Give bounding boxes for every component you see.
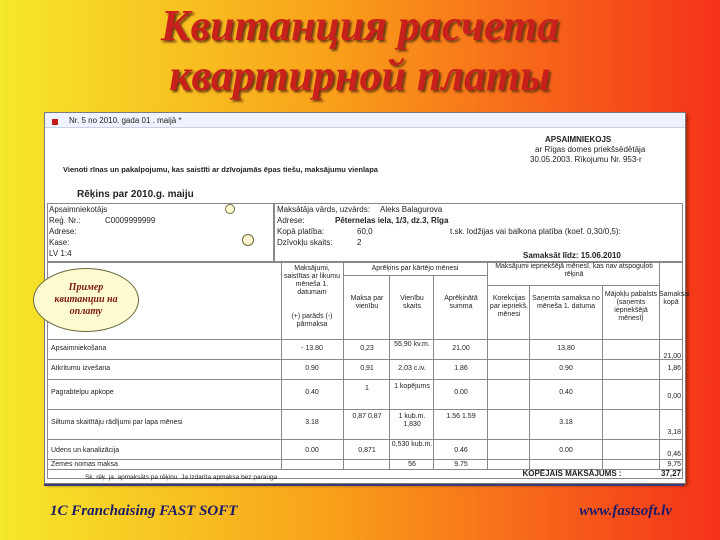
col-header-total: Samaksai kopā — [659, 291, 690, 306]
row-2-sum: 1.86 — [454, 365, 468, 372]
footnote: Sk. rēķ. ja. apmaksāts pa rēķinu. Ja izdarīta apmaksa bez parauga — [85, 474, 278, 481]
col-header-calc-sum: Aprēķinātā summa — [444, 295, 478, 310]
invoice-document — [44, 112, 690, 484]
right-info-value-1: Aleks Balagurova — [380, 205, 443, 214]
bubble-tail-1 — [225, 204, 235, 214]
row-5-sum: 0.46 — [454, 447, 468, 454]
company-header-1: APSAIMNIEKOJS — [545, 135, 612, 144]
invoice-notice: Vienoti rīnas un pakalpojumu, kas saistīti ar dzīvojamās ēpas tiešu, maksājumu vienlapa — [63, 165, 378, 174]
row-2-name: Atkritumu izvešana — [51, 365, 111, 372]
col-header-debt-sub: (+) parāds (-) pārmaksa — [291, 313, 333, 328]
row-3-received: 0.40 — [559, 389, 573, 396]
row-1-received: 13,80 — [557, 345, 575, 352]
right-info-label-4: Dzīvokļu skaits: — [277, 238, 333, 247]
row-6-sum: 9.75 — [454, 461, 468, 468]
right-info-value-3: 60,0 — [357, 227, 373, 236]
left-info-label-5: LV 1:4 — [49, 249, 72, 258]
row-2-unit-price: 0,91 — [360, 365, 374, 372]
footer-company: 1C Franchaising FAST SOFT — [50, 503, 238, 519]
row-4-received: 3.18 — [559, 419, 573, 426]
col-group-previous: Maksājumi iepriekšējā mēnesī, kas nav atspoguļoti rēķinā — [495, 263, 653, 278]
row-5-units: 0,530 kub.m. — [391, 441, 433, 448]
slide-title-line1: Квитанция расчета — [160, 1, 560, 50]
row-3-total: 0,00 — [667, 393, 681, 400]
row-4-unit-price: 0,87 0,87 — [352, 413, 382, 420]
row-6-units: 56 — [408, 461, 416, 468]
row-1-total: 21,00 — [663, 353, 681, 360]
left-info-label-2: Reģ. Nr.: — [49, 216, 81, 225]
row-1-sum: 21,00 — [452, 345, 470, 352]
row-5-received: 0.00 — [559, 447, 573, 454]
footer-website-link[interactable]: www.fastsoft.lv — [579, 503, 672, 519]
col-header-corrections: Korekcijas par iepriekš. mēnesi — [489, 295, 529, 318]
row-2-total: 1,86 — [667, 365, 681, 372]
bubble-tail-2 — [242, 234, 254, 246]
left-info-label-1: Apsaimniekotājs — [49, 205, 108, 214]
col-header-units: Vienību skaits — [400, 295, 424, 310]
row-6-name: Zemes nomas maksa — [51, 461, 118, 468]
col-header-debt: Maksājumi, saistītas ar likumu mēneša 1. datumam — [283, 265, 341, 296]
col-header-allowance: Mājokļu pabalsts (saņemts iepriekšējā mēnesī) — [604, 291, 658, 322]
row-2-received: 0.90 — [559, 365, 573, 372]
row-3-unit-price: 1 — [365, 385, 369, 392]
row-2-debt: 0.90 — [305, 365, 319, 372]
left-info-value-2: C0009999999 — [105, 216, 156, 225]
document-top-line: Nr. 5 no 2010. gada 01 . maijā * — [69, 116, 182, 125]
row-1-units: 55,90 kv.m. — [394, 341, 430, 348]
row-1-name: Apsaimniekošana — [51, 345, 107, 352]
row-1-debt: - 13.80 — [301, 345, 323, 352]
footer-divider — [44, 484, 684, 486]
col-header-unit-price: Maksa par vienību — [350, 295, 384, 310]
row-4-sum: 1.56 1.59 — [446, 413, 476, 420]
pay-until: Samaksāt līdz: 15.06.2010 — [523, 251, 621, 260]
company-header-2: ar Rīgas domes priekšsēdētāja — [535, 145, 646, 154]
slide-title-line2: квартирной платы — [169, 51, 551, 100]
callout-text: Пример квитанции на оплату — [54, 282, 118, 317]
row-4-name: Siltuma skaitītāju rādījumi par lapa mēnesi — [51, 419, 183, 426]
company-header-3: 30.05.2003. Rīkojumu Nr. 953-r — [530, 155, 642, 164]
row-3-debt: 0.40 — [305, 389, 319, 396]
total-label: KOPĒJAIS MAKSĀJUMS : — [522, 469, 622, 478]
row-5-debt: 0.00 — [305, 447, 319, 454]
row-3-sum: 0.00 — [454, 389, 468, 396]
row-6-total: 9,75 — [667, 461, 681, 468]
invoice-table — [47, 261, 690, 479]
row-5-name: Udens un kanalizācija — [51, 447, 120, 454]
row-4-debt: 3.18 — [305, 419, 319, 426]
callout-bubble — [33, 268, 139, 332]
left-info-label-4: Kase: — [49, 238, 70, 247]
left-info-label-3: Adrese: — [49, 227, 77, 236]
row-2-units: 2,03 c.iv. — [398, 365, 426, 372]
right-info-label-2: Adrese: — [277, 216, 305, 225]
row-1-unit-price: 0,23 — [360, 345, 374, 352]
col-group-current: Aprēķins par kārtējo mēnesi — [371, 265, 459, 272]
row-4-units: 1 kub.m. 1,830 — [398, 413, 426, 428]
row-4-total: 3,18 — [667, 429, 681, 436]
row-5-total: 0,46 — [667, 451, 681, 458]
row-3-name: Pagrabtelpu apkope — [51, 389, 114, 396]
right-info-value-2: Pēternelas iela, 1/3, dz.3, Rīga — [335, 216, 449, 225]
row-5-unit-price: 0,871 — [358, 447, 376, 454]
right-info-label-3: Kopā platība: — [277, 227, 325, 236]
row-3-units: 1 kopējums — [394, 383, 430, 390]
total-value: 37,27 — [660, 469, 681, 478]
invoice-period: Rēķins par 2010.g. maiju — [77, 189, 194, 200]
right-info-label-1: Maksātāja vārds, uzvārds: — [277, 205, 370, 214]
right-info-value-4: 2 — [357, 238, 362, 247]
col-header-received: Saņemta samaksa no mēneša 1. datuma — [532, 295, 600, 310]
document-mark-icon — [52, 119, 58, 125]
right-info-label-5: t.sk. lodžijas vai balkona platība (koef. 0,30/0,5): — [450, 227, 621, 236]
